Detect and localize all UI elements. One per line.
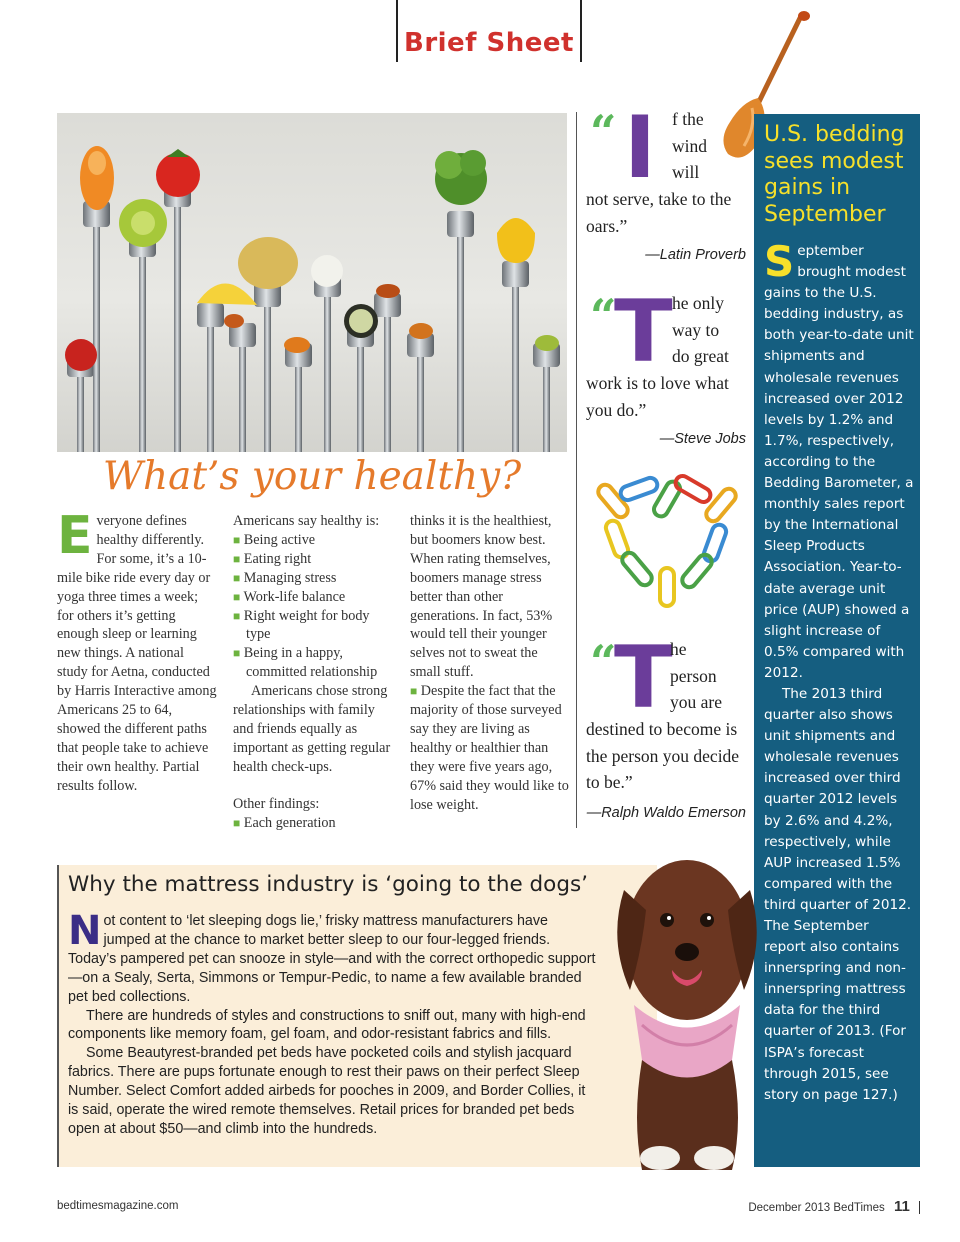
other-findings-item: ■ Each generation [233, 814, 336, 831]
masthead-rule-right [580, 0, 582, 62]
quote-mark-icon: “ [590, 289, 617, 343]
sidebar-paragraph: The 2013 third quarter also shows unit shipments and wholesale revenues increased over third quarter 2012 levels by 2.6% and 4.2%, respectively, while AUP increased 1.5% compared with the third quarter of 2012. The September report also contains innerspring and non-innerspring mattress data for the third quarter of 2013. (For ISPA’s forecast through 2015, see story on page 127.) [764, 685, 912, 1103]
sidebar-dropcap: S [764, 237, 795, 286]
feature-column-1 [57, 506, 217, 796]
dogs-paragraph: There are hundreds of styles and constructions to sniff out, many with high-end components like memory foam, gel foam, and odor-resistant fabrics and fills. [68, 1007, 586, 1043]
square-bullet-icon: ■ [233, 646, 241, 661]
quote-text: work is to love what you do.” [586, 373, 729, 420]
quotes-divider [576, 112, 577, 828]
square-bullet-icon: ■ [233, 815, 241, 830]
square-bullet-icon: ■ [233, 589, 241, 604]
other-findings-label: Other findings: [233, 795, 320, 812]
quote-line: f the [672, 109, 704, 129]
quote-line: will [672, 162, 700, 182]
quote-line: do great [672, 346, 729, 366]
dogs-paragraph: Some Beautyrest-branded pet beds have pocketed coils and stylish jacquard fabrics. There are pups fortunate enough to rest their paws on their perfect Sleep Number. Select Comfort added airbeds for pooches in 2009, and Border Collies, it is said, operate the wired remote themselves. Retail prices for branded pet beds open at about $50—and climb into the hundreds. [68, 1045, 586, 1137]
dogs-paragraph: ot content to ‘let sleeping dogs lie,’ frisky mattress manufacturers have jumped at the chance to market better sleep to our four-legged friends. Today’s pampered pet can snooze in style—and with the correct orthopedic support—on a Sealy, Serta, Simmons or Tempur-Pedic, to name a few available branded pet bed collections. [68, 913, 596, 1005]
quote-line: he [670, 639, 687, 659]
dogs-article-title: Why the mattress industry is ‘going to the dogs’ [68, 872, 589, 897]
footer-divider [919, 1201, 920, 1214]
healthy-list-item: ■ Eating right [233, 550, 312, 567]
dogs-dropcap: N [68, 908, 102, 954]
square-bullet-icon: ■ [233, 608, 241, 623]
dogs-box-rule [57, 865, 59, 1167]
section-title: Brief Sheet [404, 28, 574, 58]
quote-mark-icon: “ [590, 635, 617, 689]
footer-website: bedtimesmagazine.com [57, 1200, 179, 1212]
sidebar-title: U.S. bedding sees modest gains in September [764, 122, 905, 227]
quote-attribution: —Steve Jobs [659, 431, 746, 447]
footer-issue-info [748, 1198, 920, 1215]
feature-dropcap: E [57, 506, 93, 566]
quote-dropcap: I [624, 98, 656, 198]
forks-illustration [57, 113, 567, 452]
healthy-list-item: ■ Being in a happy, committed relationship [233, 645, 378, 681]
quote-dropcap: T [614, 282, 673, 382]
square-bullet-icon: ■ [233, 570, 241, 585]
quote-block [586, 628, 746, 826]
quote-mark-icon: “ [590, 105, 617, 159]
quote-block [586, 282, 746, 450]
dogs-article-body [68, 908, 598, 1139]
healthy-list-intro: Americans say healthy is: [233, 513, 380, 529]
relationships-paragraph: Americans chose strong relationships with family and friends equally as important as getting regular health check-ups. [233, 683, 391, 775]
feature-col3-text: thinks it is the healthiest, but boomers know best. When rating themselves, boomers manage stress better than other generations. In fact, 53% would tell their younger selves not to sweat the small stuff. [410, 513, 553, 681]
square-bullet-icon: ■ [410, 684, 418, 699]
quote-attribution: —Latin Proverb [645, 247, 746, 263]
sidebar-paragraph: eptember brought modest gains to the U.S. bedding industry, as both year-to-date unit shipments and wholesale revenues increased over 2012 levels by 1.2% and 1.7%, respectively, according to the Bedding Barometer, a monthly sales report by the International Sleep Products Association. Year-to-date average unit price (AUP) showed a slight increase of 0.5% compared with 2012. [764, 243, 914, 681]
quote-block [586, 98, 746, 266]
healthy-list-item: ■ Being active [233, 531, 316, 548]
feature-column-3 [410, 512, 570, 815]
square-bullet-icon: ■ [233, 551, 241, 566]
quote-dropcap: T [614, 628, 673, 728]
dog-with-bandana-photo [612, 820, 762, 1172]
paperclip-heart-icon [596, 462, 746, 612]
footer-magazine-name: BedTimes [833, 1202, 885, 1214]
quote-line: person [670, 665, 717, 686]
feature-column-2 [233, 512, 393, 833]
forks-with-vegetables-photo [57, 113, 567, 452]
quote-line: you are [670, 692, 722, 712]
healthy-list-item: ■ Work-life balance [233, 588, 346, 605]
quote-line: he only [672, 293, 725, 313]
quote-text: not serve, take to the oars.” [586, 189, 732, 236]
quote-line: way to [672, 319, 720, 340]
footer-issue-date: December 2013 [748, 1202, 831, 1214]
sidebar-body [764, 237, 914, 1106]
quote-line: wind [672, 135, 707, 156]
weight-finding-item: ■ Despite the fact that the majority of those surveyed say they are living as healthy or healthier than they were five years ago, 67% said they would like to lose weight. [410, 683, 569, 813]
healthy-list-item: ■ Managing stress [233, 569, 337, 586]
quote-text: destined to become is the person you decide to be.” [586, 719, 740, 792]
footer-page-number: 11 [893, 1198, 910, 1215]
bedding-sidebar [754, 114, 920, 1167]
square-bullet-icon: ■ [233, 532, 241, 547]
feature-headline: What’s your healthy? [102, 454, 522, 499]
feature-col1-text: veryone defines healthy differently. For some, it’s a 10-mile bike ride every day or yoga three times a week; for others it’s getting enough sleep or learning new things. A national study for Aetna, conducted by Harris Interactive among Americans 25 to 64, showed the different paths that people take to achieve their own healthy. Partial results follow. [57, 513, 217, 794]
healthy-list-item: ■ Right weight for body type [233, 607, 370, 643]
quote-attribution: —Ralph Waldo Emerson [586, 805, 746, 821]
